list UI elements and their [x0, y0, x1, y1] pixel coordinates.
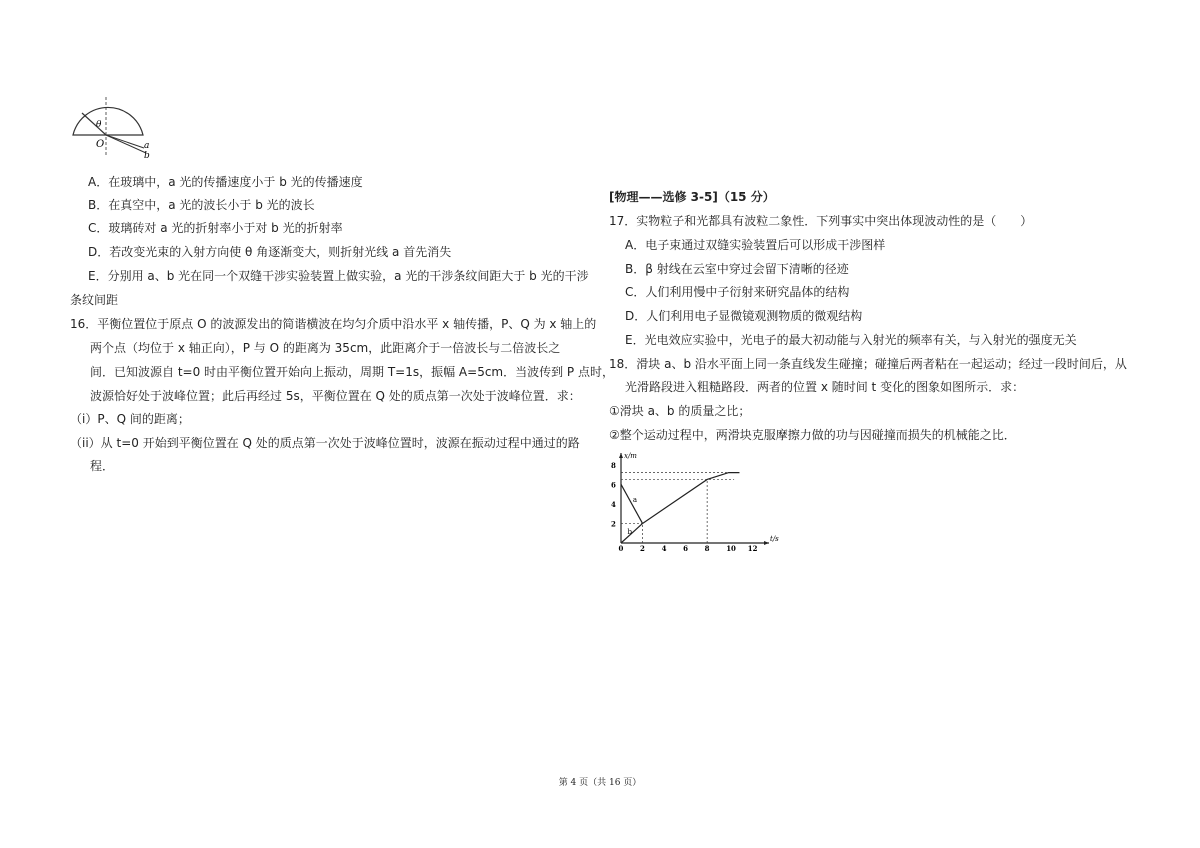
q16-line3: 间．已知波源自 t=0 时由平衡位置开始向上振动，周期 T=1s，振幅 A=5cm．当波传到 P 点时， — [90, 365, 614, 379]
q18-part1: ①滑块 a、b 的质量之比； — [609, 404, 751, 418]
ray-b-label: b — [144, 151, 150, 161]
y-tick-label: 2 — [611, 519, 616, 529]
q16-part2-line1: （ii）从 t=0 开始到平衡位置在 Q 处的质点第一次处于波峰位置时，波源在振动过程中通过的路 — [70, 436, 580, 450]
x-tick-label: 4 — [661, 544, 667, 553]
x-axis-arrow — [764, 541, 769, 545]
series-line-a — [621, 484, 643, 523]
ray-a-label: a — [144, 141, 150, 151]
q16-line2: 两个点（均位于 x 轴正向），P 与 O 的距离为 35cm，此距离介于一倍波长与二倍波长之 — [90, 341, 561, 355]
x-tick-label: 12 — [747, 544, 758, 553]
series-label-b: b — [627, 528, 632, 537]
x-tick-label: 0 — [618, 544, 624, 553]
refracted-ray-b — [106, 135, 146, 153]
q15-option-c: C．玻璃砖对 a 光的折射率小于对 b 光的折射率 — [88, 221, 343, 235]
y-tick-label: 8 — [611, 460, 616, 470]
q17-option-b: B．β 射线在云室中穿过会留下清晰的径迹 — [625, 262, 849, 276]
q17-option-e: E．光电效应实验中，光电子的最大初动能与入射光的频率有关，与入射光的强度无关 — [625, 333, 1077, 347]
q15-option-a: A．在玻璃中，a 光的传播速度小于 b 光的传播速度 — [88, 175, 363, 189]
theta-label: θ — [96, 120, 102, 130]
y-axis-label: x/m — [624, 452, 637, 460]
q18-line2: 光滑路段进入粗糙路段．两者的位置 x 随时间 t 变化的图象如图所示．求： — [625, 380, 1025, 394]
q17-option-c: C．人们利用慢中子衍射来研究晶体的结构 — [625, 285, 850, 299]
q17-option-d: D．人们利用电子显微镜观测物质的微观结构 — [625, 309, 863, 323]
x-axis-label: t/s — [770, 535, 779, 543]
q18-line1: 18．滑块 a、b 沿水平面上同一条直线发生碰撞；碰撞后两者粘在一起运动；经过一段时间后，从 — [609, 357, 1127, 371]
q15-option-e-line2: 条纹间距 — [70, 293, 119, 307]
y-tick-label: 4 — [611, 499, 616, 509]
q16-line4: 波源恰好处于波峰位置；此后再经过 5s，平衡位置在 Q 处的质点第一次处于波峰位置．求： — [90, 389, 581, 403]
semicircle-glass-figure — [66, 95, 156, 165]
x-tick-label: 6 — [683, 544, 688, 553]
x-tick-label: 2 — [640, 544, 645, 553]
q17-stem: 17．实物粒子和光都具有波粒二象性．下列事实中突出体现波动性的是（ ） — [609, 214, 1033, 228]
q16-line1: 16．平衡位置位于原点 O 的波源发出的简谐横波在均匀介质中沿水平 x 轴传播，P、Q 为 x 轴上的 — [70, 317, 597, 331]
q17-option-a: A．电子束通过双缝实验装置后可以形成干涉图样 — [625, 238, 886, 252]
origin-label: O — [96, 139, 105, 150]
page-footer: 第 4 页（共 16 页） — [558, 778, 642, 788]
q16-part1: （i）P、Q 间的距离； — [70, 412, 190, 426]
y-axis-arrow — [619, 453, 623, 458]
q15-option-d: D．若改变光束的入射方向使 θ 角逐渐变大，则折射光线 a 首先消失 — [88, 245, 452, 259]
refracted-ray-a — [106, 135, 144, 148]
y-tick-label: 6 — [611, 480, 616, 490]
series-label-a: a — [632, 495, 638, 504]
series-line-combined — [643, 473, 740, 524]
x-tick-label: 8 — [704, 544, 710, 553]
position-time-chart — [605, 450, 780, 560]
q15-option-e-line1: E．分别用 a、b 光在同一个双缝干涉实验装置上做实验，a 光的干涉条纹间距大于 b 光的干涉 — [88, 269, 589, 283]
q16-part2-line2: 程． — [90, 459, 115, 473]
q18-part2: ②整个运动过程中，两滑块克服摩擦力做的功与因碰撞而损失的机械能之比． — [609, 428, 1016, 442]
glass-semicircle — [73, 107, 143, 135]
q15-option-b: B．在真空中，a 光的波长小于 b 光的波长 — [88, 198, 315, 212]
section-header: [物理——选修 3-5]（15 分） — [609, 190, 775, 204]
x-tick-label: 10 — [726, 544, 736, 553]
incident-ray — [82, 113, 106, 135]
